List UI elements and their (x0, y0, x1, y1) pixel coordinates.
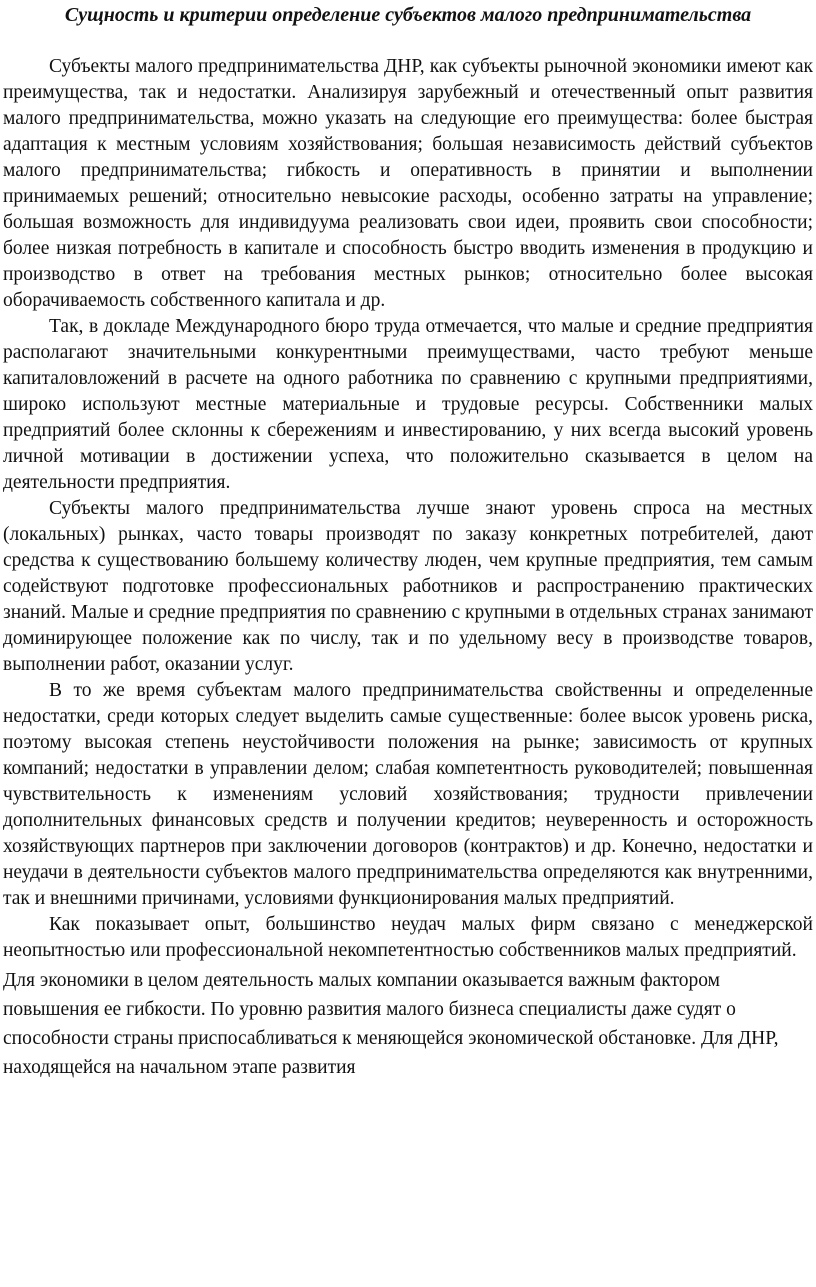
paragraph-experience: Как показывает опыт, большинство неудач малых фирм связано с менеджерской неопытностью или профессиональной некомпетентностью собственников малых предприятий. (3, 914, 813, 961)
paragraph-ilo-report: Так, в докладе Международного бюро труда отмечается, что малые и средние предприятия располагают значительными конкурентными преимуществами, часто требуют меньше капиталовложений в расчете на одного работника по сравнению с крупными предприятиями, широко используют местные материальные и трудовые ресурсы. Собственники малых предприятий более склонны к сбережениям и инвестированию, у них всегда высокий уровень личной мотивации в достижении успеха, что положительно сказывается в целом на деятельности предприятия. (3, 316, 813, 493)
document-title: Сущность и критерии определение субъектов малого предпринимательства (64, 4, 752, 26)
paragraph-disadvantages: В то же время субъектам малого предпринимательства свойственны и определенные недостатки, среди которых следует выделить самые существенные: более высок уровень риска, поэтому высокая степень неустойчивости положения на рынке; зависимость от крупных компаний; недостатки в управлении делом; слабая компетентность руководителей; повышенная чувствительность к изменениям условий хозяйствования; трудности привлечении дополнительных финансовых средств и получении кредитов; неуверенность и осторожность хозяйствующих партнеров при заключении договоров (контрактов) и др. Конечно, недостатки и неудачи в деятельности субъектов малого предпринимательства определяются как внутренними, так и внешними причинами, условиями функционирования малых предприятий. (3, 680, 813, 909)
paragraph-local-markets: Субъекты малого предпринимательства лучше знают уровень спроса на местных (локальных) рынках, часто товары производят по заказу конкретных потребителей, дают средства к существованию большему количеству люден, чем крупные предприятия, тем самым содействуют подготовке профессиональных работников и распространению практических знаний. Малые и средние предприятия по сравнению с крупными в отдельных странах занимают доминирующее положение как по числу, так и по удельному весу в производстве товаров, выполнении работ, оказании услуг. (3, 498, 813, 675)
paragraph-economy-flexibility: Для экономики в целом деятельность малых компании оказывается важным фактором повышения ее гибкости. По уровню развития малого бизнеса специалисты даже судят о способности страны приспосабливаться к меняющейся экономической обстановке. Для ДНР, находящейся на начальном этапе развития (3, 970, 779, 1078)
paragraph-advantages: Субъекты малого предпринимательства ДНР, как субъекты рыночной экономики имеют как преимущества, так и недостатки. Анализируя зарубежный и отечественный опыт развития малого предпринимательства, можно указать на следующие его преимущества: более быстрая адаптация к местным условиям хозяйствования; большая независимость действий субъектов малого предпринимательства; гибкость и оперативность в принятии и выполнении принимаемых решений; относительно невысокие расходы, особенно затраты на управление; большая возможность для индивидуума реализовать свои идеи, проявить свои способности; более низкая потребность в капитале и способность быстро вводить изменения в продукцию и производство в ответ на требования местных рынков; относительно более высокая оборачиваемость собственного капитала и др. (3, 56, 813, 311)
